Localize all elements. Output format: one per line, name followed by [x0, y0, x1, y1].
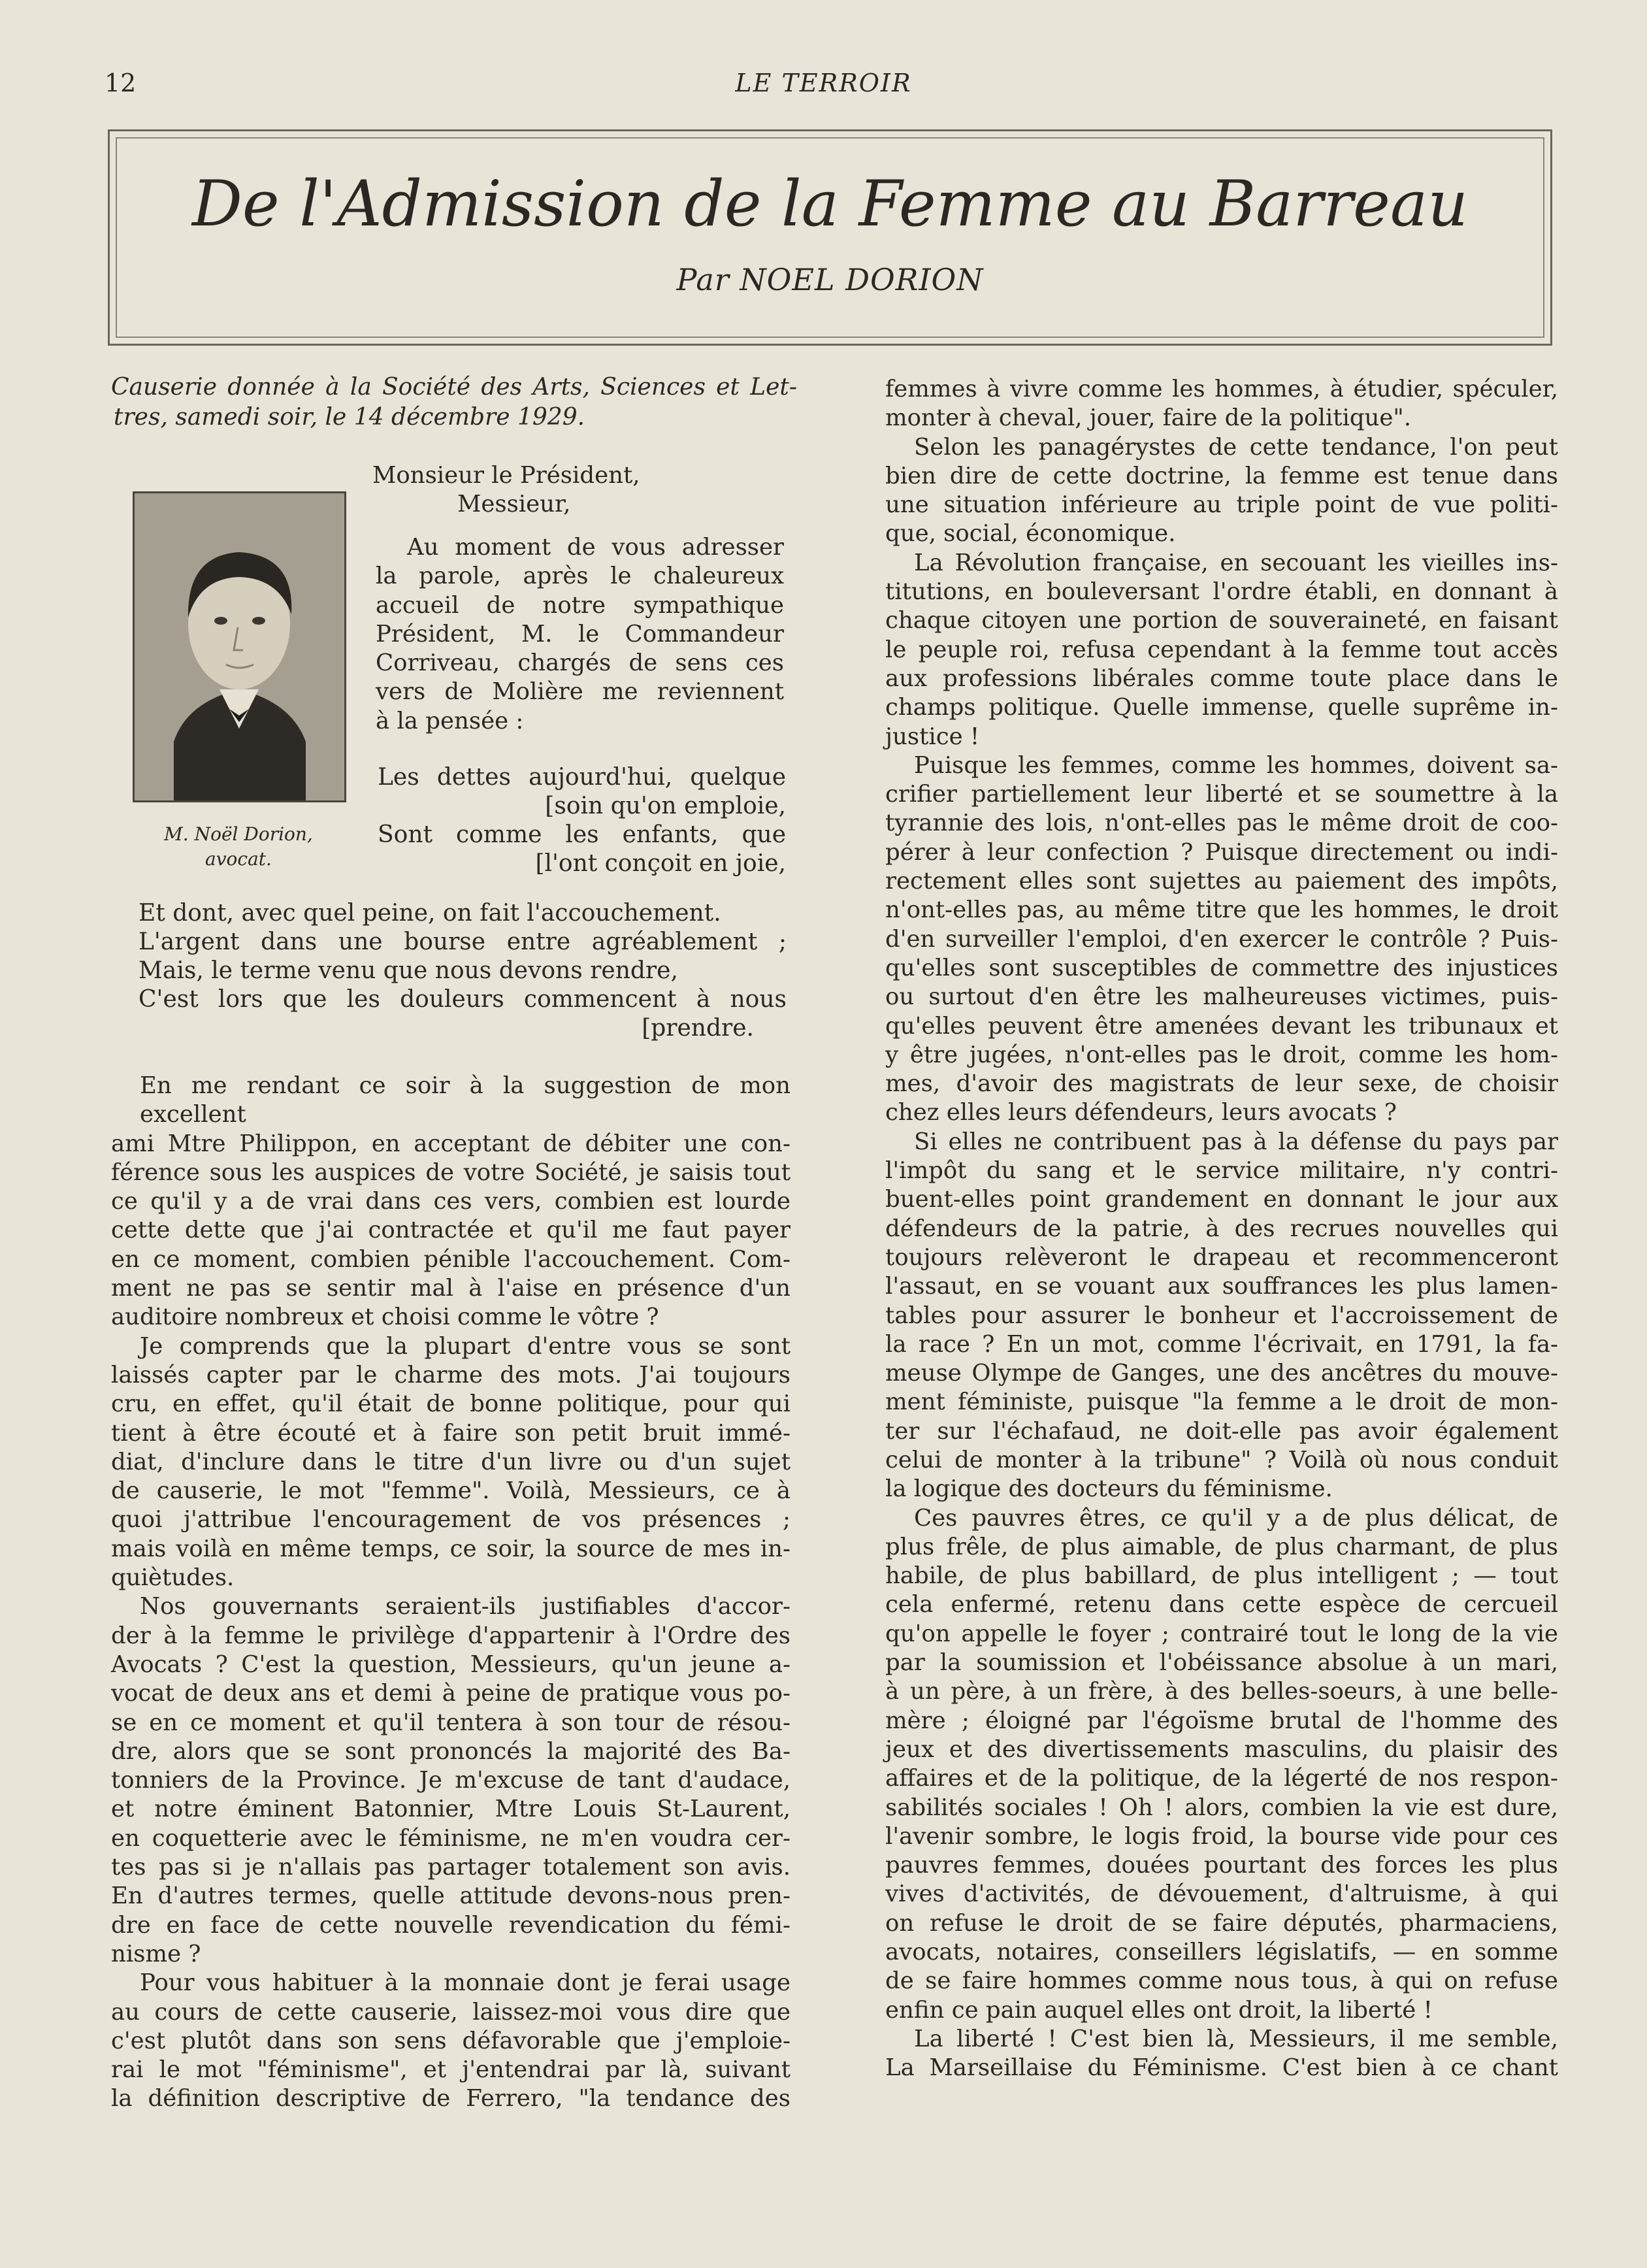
text-line: la race ? En un mot, comme l'écrivait, en 1791, la fa-: [885, 1330, 1558, 1358]
text-line: sabilités sociales ! Oh ! alors, combien la vie est dure,: [885, 1794, 1558, 1821]
text-line: férence sous les auspices de votre Société, je saisis tout: [111, 1159, 791, 1186]
text-line: Je comprends que la plupart d'entre vous se sont: [140, 1332, 791, 1360]
text-line: ment ne pas se sentir mal à l'aise en présence d'un: [111, 1275, 791, 1302]
salutation-line: Messieur,: [457, 491, 571, 518]
text-line: mère ; éloigné par l'égoïsme brutal de l'homme des: [885, 1707, 1558, 1734]
text-line: vocat de deux ans et demi à peine de pratique vous po-: [111, 1680, 791, 1707]
text-line: quiètudes.: [111, 1564, 235, 1592]
intro-note: [111, 372, 797, 433]
text-line: vers de Molière me reviennent: [376, 678, 784, 706]
text-line: pauvres femmes, douées pourtant des forces les plus: [885, 1852, 1558, 1879]
text-line: cela enfermé, retenu dans cette espèce de cercueil: [885, 1591, 1558, 1619]
text-line: aux professions libérales comme toute place dans le: [885, 665, 1558, 692]
intro-line: Causerie donnée à la Société des Arts, Sciences et Let-: [111, 374, 797, 401]
text-line: tient à être écouté et à faire son petit bruit immé-: [111, 1419, 791, 1447]
text-line: cru, en effet, qu'il était de bonne politique, pour qui: [111, 1390, 791, 1418]
text-line: d'en surveiller l'emploi, d'en exercer le contrôle ? Puis-: [885, 925, 1558, 953]
text-line: à la pensée :: [376, 707, 524, 734]
text-line: Pour vous habituer à la monnaie dont je ferai usage: [140, 1969, 791, 1997]
opening-paragraph: [376, 533, 784, 736]
text-line: tyrannie des lois, n'ont-elles pas le même droit de coo-: [885, 810, 1558, 837]
text-line: on refuse le droit de se faire députés, pharmaciens,: [885, 1909, 1558, 1937]
text-line: tables pour assurer le bonheur et l'accroissement de: [885, 1302, 1558, 1329]
text-line: et notre éminent Batonnier, Mtre Louis St-Laurent,: [111, 1796, 791, 1823]
verse-line: Mais, le terme venu que nous devons rendre,: [139, 957, 678, 984]
salutation-line: Monsieur le Président,: [372, 462, 640, 489]
text-line: habile, de plus babillard, de plus intelligent ; — tout: [885, 1562, 1558, 1590]
text-line: une situation inférieure au triple point de vue politi-: [885, 491, 1558, 519]
text-line: rectement elles sont sujettes au paiement des impôts,: [885, 868, 1558, 895]
text-line: auditoire nombreux et choisi comme le vôtre ?: [111, 1304, 659, 1331]
verse-second: [139, 899, 787, 1043]
running-head: LE TERROIR: [735, 69, 912, 97]
text-line: l'avenir sombre, le logis froid, la bourse vide pour ces: [885, 1822, 1558, 1850]
text-line: La Marseillaise du Féminisme. C'est bien à ce chant: [885, 2054, 1558, 2082]
text-line: crifier partiellement leur liberté et se soumettre à la: [885, 781, 1558, 808]
portrait-image: [135, 493, 344, 800]
text-line: par la soumission et l'obéissance absolue à un mari,: [885, 1649, 1558, 1677]
text-line: ment féministe, puisque "la femme a le droit de mon-: [885, 1389, 1558, 1416]
text-line: accueil de notre sympathique: [376, 591, 784, 619]
text-line: justice !: [885, 723, 980, 750]
text-line: enfin ce pain auquel elles ont droit, la liberté !: [885, 1996, 1433, 2024]
text-line: Si elles ne contribuent pas à la défense du pays par: [914, 1128, 1558, 1155]
text-line: nisme ?: [111, 1940, 201, 1967]
text-line: diat, d'inclure dans le titre d'un livre ou d'un sujet: [111, 1448, 791, 1475]
text-line: toujours relèveront le drapeau et recommenceront: [885, 1243, 1558, 1271]
article-title: De l'Admission de la Femme au Barreau: [191, 167, 1469, 240]
verse-line: Sont comme les enfants, que: [378, 821, 786, 848]
text-line: ter sur l'échafaud, ne doit-elle pas avoir également: [885, 1417, 1558, 1445]
text-line: se en ce moment et qu'il tentera à son tour de résou-: [111, 1709, 791, 1736]
text-line: le peuple roi, refusa cependant à la femme tout accès: [885, 636, 1558, 663]
title-box: [108, 129, 1552, 346]
right-column: [885, 375, 1558, 2083]
text-line: Au moment de vous adresser: [407, 534, 784, 561]
text-line: celui de monter à la tribune" ? Voilà où nous conduit: [885, 1446, 1558, 1473]
text-line: qu'elles peuvent être amenées devant les tribunaux et: [885, 1012, 1558, 1040]
text-line: au cours de cette causerie, laissez-moi vous dire que: [111, 1998, 791, 2026]
text-line: der à la femme le privilège d'appartenir à l'Ordre des: [111, 1622, 791, 1649]
text-line: affaires et de la politique, de la légerté de nos respon-: [885, 1765, 1558, 1792]
text-line: de se faire hommes comme nous tous, à qui on refuse: [885, 1967, 1558, 1995]
verse-first: [378, 763, 786, 878]
text-line: bien dire de cette doctrine, la femme est tenue dans: [885, 462, 1558, 489]
text-line: que, social, économique.: [885, 520, 1176, 548]
text-line: cette dette que j'ai contractée et qu'il me faut payer: [111, 1217, 791, 1244]
text-line: titutions, en bouleversant l'ordre établi, en donnant à: [885, 578, 1558, 606]
text-line: La Révolution française, en secouant les vieilles ins-: [914, 549, 1558, 576]
text-line: quoi j'attribue l'encouragement de vos présences ;: [111, 1506, 791, 1534]
text-line: qu'elles sont susceptibles de commettre des injustices: [885, 954, 1558, 981]
text-line: La liberté ! C'est bien là, Messieurs, il me semble,: [914, 2025, 1558, 2052]
text-line: c'est plutôt dans son sens défavorable que j'emploie-: [111, 2027, 791, 2054]
text-line: femmes à vivre comme les hommes, à étudier, spéculer,: [885, 376, 1558, 403]
text-line: Avocats ? C'est la question, Messieurs, qu'un jeune a-: [111, 1651, 791, 1678]
text-line: tes pas si je n'allais pas partager totalement son avis.: [111, 1854, 791, 1881]
text-line: en coquetterie avec le féminisme, ne m'en voudra cer-: [111, 1824, 791, 1852]
text-line: Puisque les femmes, comme les hommes, doivent sa-: [914, 751, 1558, 779]
text-line: jeux et des divertissements masculins, du plaisir des: [885, 1735, 1558, 1763]
text-line: chaque citoyen une portion de souveraineté, en faisant: [885, 607, 1558, 634]
author-photo: [133, 491, 346, 802]
text-line: En d'autres termes, quelle attitude devons-nous pren-: [111, 1882, 791, 1910]
text-line: ami Mtre Philippon, en acceptant de débiter une con-: [111, 1130, 791, 1157]
text-line: dre en face de cette nouvelle revendication du fémi-: [111, 1911, 791, 1939]
text-line: avocats, notaires, conseillers législatifs, — en somme: [885, 1939, 1558, 1966]
text-line: la parole, après le chaleureux: [376, 563, 784, 590]
verse-line: [prendre.: [642, 1015, 754, 1042]
caption-line: avocat.: [205, 848, 272, 870]
verse-line: Et dont, avec quel peine, on fait l'accouchement.: [139, 900, 721, 927]
salutation: [372, 461, 791, 519]
text-line: plus frêle, de plus aimable, de plus charmant, de plus: [885, 1533, 1558, 1560]
text-line: buent-elles point grandement en donnant le jour aux: [885, 1186, 1558, 1213]
text-line: vives d'activités, de dévouement, d'altruisme, à qui: [885, 1881, 1558, 1908]
text-line: meuse Olympe de Ganges, une des ancêtres du mouve-: [885, 1360, 1558, 1387]
text-line: mais voilà en même temps, ce soir, la source de mes in-: [111, 1535, 791, 1562]
byline: Par NOEL DORION: [676, 262, 984, 297]
text-line: en ce moment, combien pénible l'accouchement. Com-: [111, 1245, 791, 1273]
text-line: ce qu'il y a de vrai dans ces vers, combien est lourde: [111, 1188, 791, 1215]
text-line: de causerie, le mot "femme". Voilà, Messieurs, ce à: [111, 1477, 791, 1505]
text-line: mes, d'avoir des magistrats de leur sexe, de choisir: [885, 1070, 1558, 1098]
text-line: dre, alors que se sont prononcés la majorité des Ba-: [111, 1737, 791, 1765]
text-line: à un père, à un frère, à des belles-soeurs, à une belle-: [885, 1678, 1558, 1705]
text-line: tonniers de la Province. Je m'excuse de tant d'audace,: [111, 1767, 791, 1794]
text-line: Nos gouvernants seraient-ils justifiables d'accor-: [140, 1593, 791, 1620]
text-line: chez elles leurs défendeurs, leurs avocats ?: [885, 1099, 1397, 1126]
text-line: laissés capter par le charme des mots. J'ai toujours: [111, 1361, 791, 1389]
text-line: ou surtout d'en être les malheureuses victimes, puis-: [885, 983, 1558, 1011]
text-line: qu'on appelle le foyer ; contrairé tout le long de la vie: [885, 1620, 1558, 1647]
verse-line: Les dettes aujourd'hui, quelque: [378, 764, 786, 791]
text-line: En me rendant ce soir à la suggestion de mon excellent: [140, 1072, 791, 1128]
text-line: la logique des docteurs du féminisme.: [885, 1475, 1333, 1503]
page-number: 12: [105, 69, 137, 97]
text-line: rai le mot "féminisme", et j'entendrai par là, suivant: [111, 2056, 791, 2084]
text-line: Corriveau, chargés de sens ces: [376, 649, 784, 677]
text-line: Selon les panagérystes de cette tendance, l'on peut: [914, 433, 1558, 461]
text-line: Président, M. le Commandeur: [376, 620, 784, 648]
text-line: monter à cheval, jouer, faire de la politique".: [885, 404, 1412, 432]
text-line: y être jugées, n'ont-elles pas le droit, comme les hom-: [885, 1041, 1558, 1068]
text-line: n'ont-elles pas, au même titre que les hommes, le droit: [885, 896, 1558, 924]
text-line: la définition descriptive de Ferrero, "la tendance des: [111, 2085, 791, 2112]
text-line: défendeurs de la patrie, à des recrues nouvelles qui: [885, 1215, 1558, 1242]
text-line: pérer à leur confection ? Puisque directement ou indi-: [885, 838, 1558, 866]
text-line: l'impôt du sang et le service militaire, n'y contri-: [885, 1157, 1558, 1185]
text-line: Ces pauvres êtres, ce qu'il y a de plus délicat, de: [914, 1504, 1558, 1532]
verse-line: L'argent dans une bourse entre agréablement ;: [139, 929, 787, 955]
text-line: l'assaut, en se vouant aux souffrances les plus lamen-: [885, 1273, 1558, 1300]
left-column: [111, 1072, 791, 2114]
photo-caption: [111, 822, 366, 872]
verse-line: [l'ont conçoit en joie,: [535, 850, 786, 877]
verse-line: [soin qu'on emploie,: [545, 793, 786, 819]
caption-line: M. Noël Dorion,: [164, 823, 313, 845]
text-line: champs politique. Quelle immense, quelle suprême in-: [885, 694, 1558, 721]
verse-line: C'est lors que les douleurs commencent à nous: [139, 986, 787, 1013]
intro-line: tres, samedi soir, le 14 décembre 1929.: [114, 404, 585, 431]
